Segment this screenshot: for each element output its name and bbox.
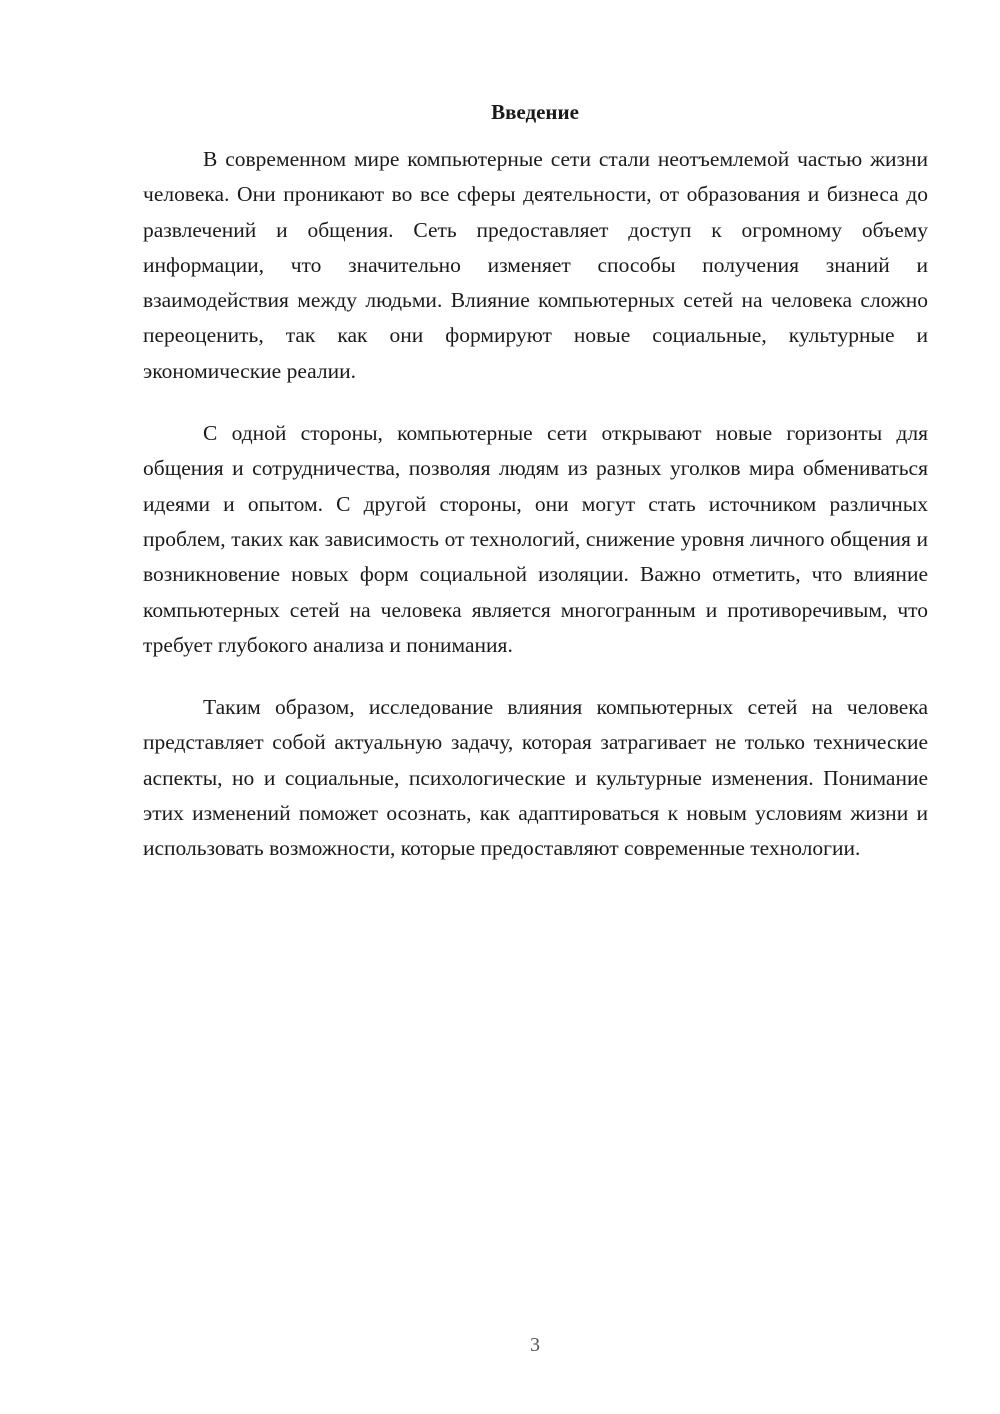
paragraph-3: Таким образом, исследование влияния компьютерных сетей на человека представляет собой актуальную задачу, которая затрагивает не только технические аспекты, но и социальные, психологические и культурные изменения. Понимание этих изменений поможет осознать, как адаптироваться к новым условиям жизни и использовать возможности, которые предоставляют современные технологии. [143, 695, 928, 861]
paragraph-2: С одной стороны, компьютерные сети открывают новые горизонты для общения и сотрудничества, позволяя людям из разных уголков мира обмениваться идеями и опытом. С другой стороны, они могут стать источником различных проблем, таких как зависимость от технологий, снижение уровня личного общения и возникновение новых форм социальной изоляции. Важно отметить, что влияние компьютерных сетей на человека является многогранным и противоречивым, что требует глубокого анализа и понимания. [143, 421, 928, 657]
document-body [143, 142, 928, 894]
page-title: Введение [491, 100, 579, 124]
paragraph-1: В современном мире компьютерные сети стали неотъемлемой частью жизни человека. Они проникают во все сферы деятельности, от образования и бизнеса до развлечений и общения. Сеть предоставляет доступ к огромному объему информации, что значительно изменяет способы получения знаний и взаимодействия между людьми. Влияние компьютерных сетей на человека сложно переоценить, так как они формируют новые социальные, культурные и экономические реалии. [143, 147, 928, 383]
page-number: 3 [530, 1334, 540, 1356]
